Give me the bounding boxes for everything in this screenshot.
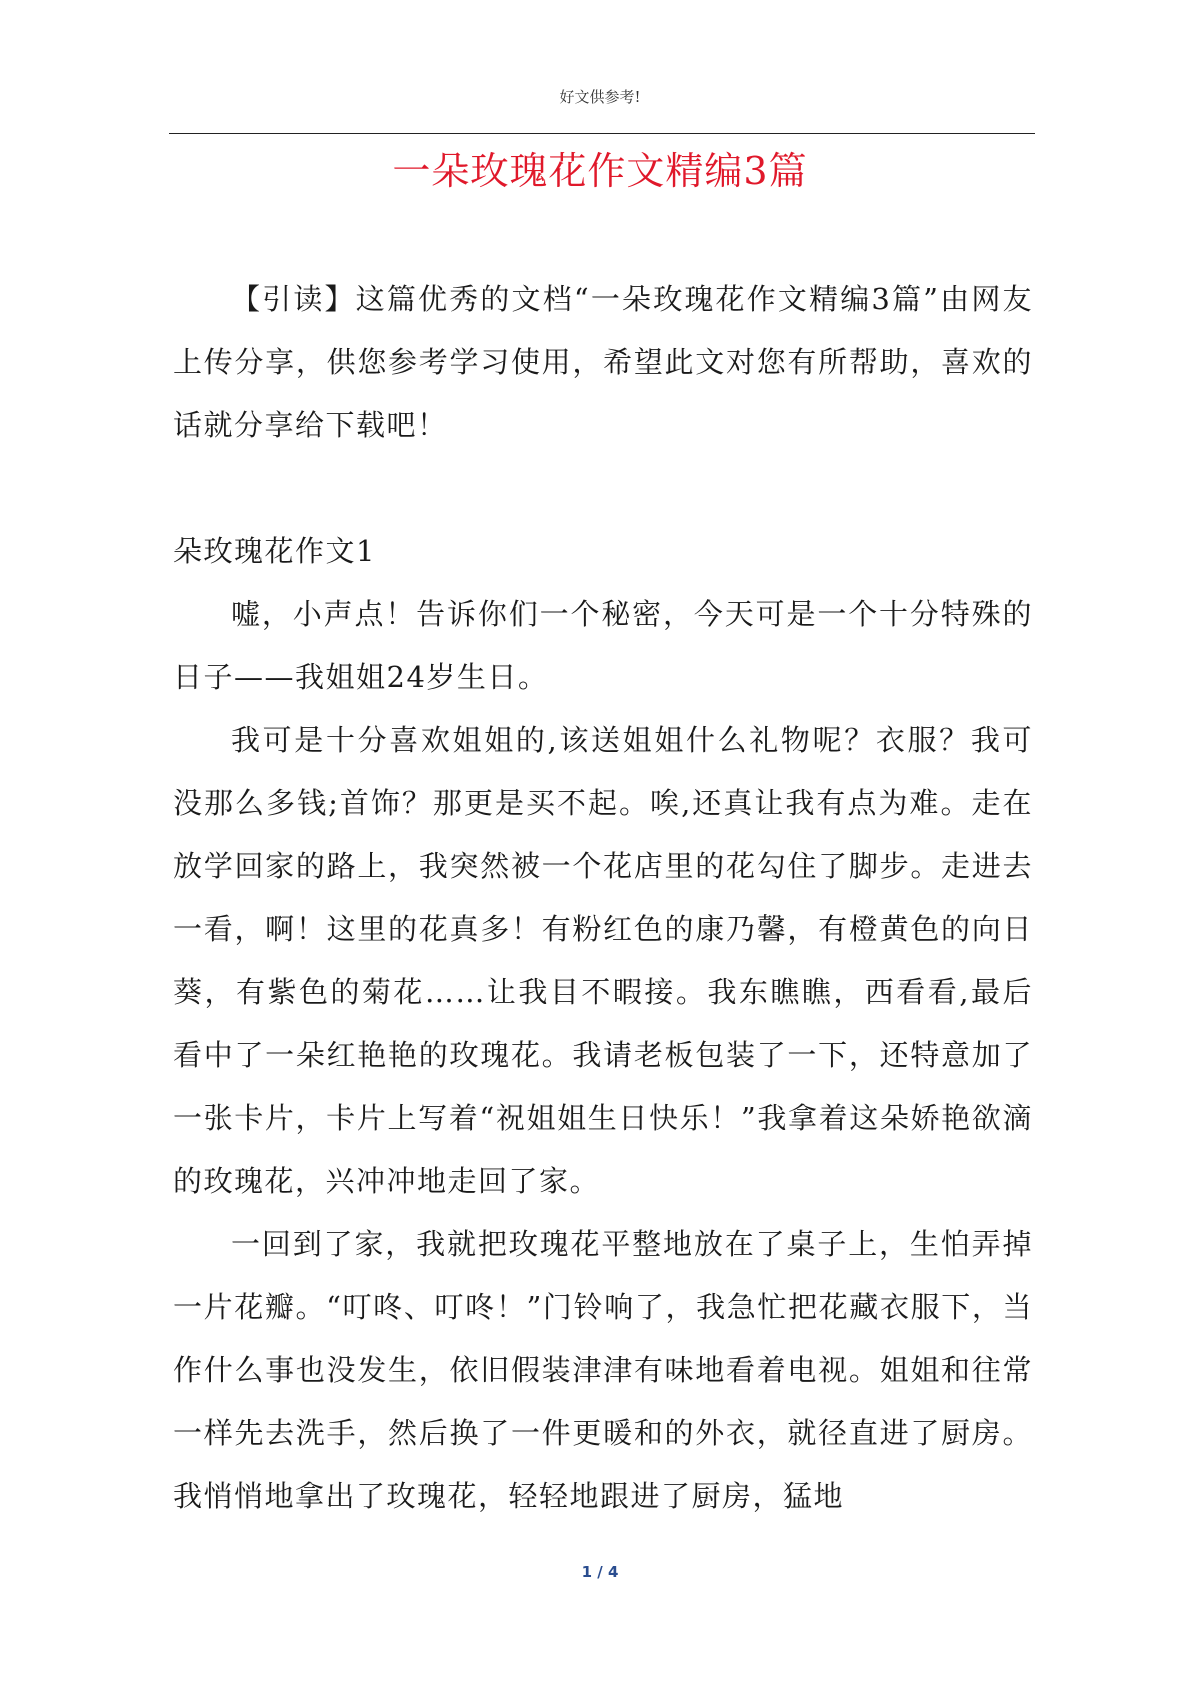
section-heading: 朵玫瑰花作文1 xyxy=(173,534,376,568)
document-title: 一朵玫瑰花作文精编3篇 xyxy=(392,149,808,193)
body-paragraph: 嘘，小声点！告诉你们一个秘密，今天可是一个十分特殊的日子——我姐姐24岁生日。 xyxy=(173,597,1033,694)
body-paragraph: 一回到了家，我就把玫瑰花平整地放在了桌子上，生怕弄掉一片花瓣。“叮咚、叮咚！”门铃响了，我急忙把花藏衣服下，当作什么事也没发生，依旧假装津津有味地看着电视。姐姐和往常一样先去洗手，然后换了一件更暖和的外衣，就径直进了厨房。我悄悄地拿出了玫瑰花，轻轻地跟进了厨房，猛地 xyxy=(173,1227,1033,1513)
header-divider xyxy=(169,133,1035,134)
body-paragraph: 我可是十分喜欢姐姐的,该送姐姐什么礼物呢？衣服？我可没那么多钱;首饰？那更是买不起。唉,还真让我有点为难。走在放学回家的路上，我突然被一个花店里的花勾住了脚步。走进去一看，啊！这里的花真多！有粉红色的康乃馨，有橙黄色的向日葵，有紫色的菊花……让我目不暇接。我东瞧瞧，西看看,最后看中了一朵红艳艳的玫瑰花。我请老板包装了一下，还特意加了一张卡片，卡片上写着“祝姐姐生日快乐！”我拿着这朵娇艳欲滴的玫瑰花，兴冲冲地走回了家。 xyxy=(173,723,1033,1198)
intro-paragraph: 【引读】这篇优秀的文档“一朵玫瑰花作文精编3篇”由网友上传分享，供您参考学习使用，希望此文对您有所帮助，喜欢的话就分享给下载吧！ xyxy=(173,282,1033,442)
page-header: 好文供参考! xyxy=(559,88,641,106)
page-number: 1 / 4 xyxy=(581,1563,619,1581)
document-body xyxy=(173,268,1033,1528)
